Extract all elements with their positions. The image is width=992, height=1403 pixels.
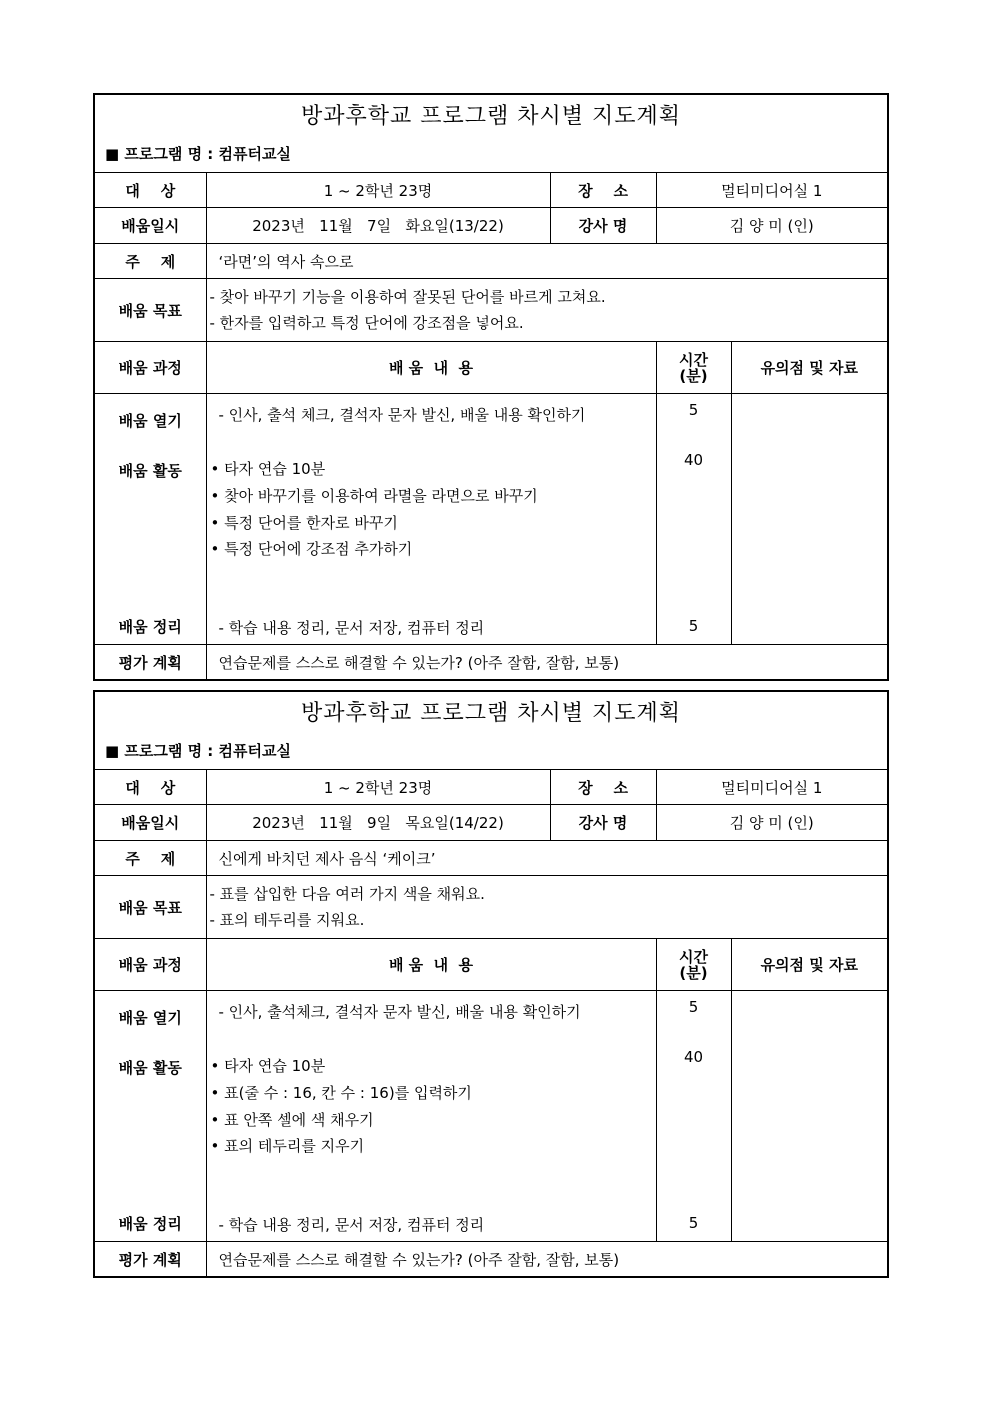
eval-label: 평가 계획 [95, 1242, 206, 1277]
teacher-label: 강사 명 [550, 805, 656, 841]
topic-label: 주 제 [95, 841, 206, 876]
stage-opening: 배움 열기 [118, 1009, 182, 1027]
date-value: 2023년 11월 9일 목요일(14/22) [206, 805, 550, 841]
content-label: 배 움 내 용 [206, 342, 656, 394]
program-name: ■ 프로그램 명 : 컴퓨터교실 [105, 742, 291, 760]
activity-item: • 표 안쪽 셀에 색 채우기 [210, 1111, 374, 1129]
activity-item: • 표(줄 수 : 16, 칸 수 : 16)를 입력하기 [210, 1084, 472, 1102]
activity-item: • 찾아 바꾸기를 이용하여 라멸을 라면으로 바꾸기 [210, 487, 538, 505]
stage-closing: 배움 정리 [118, 1215, 182, 1233]
teacher-label: 강사 명 [550, 208, 656, 244]
time-closing: 5 [688, 1214, 699, 1232]
topic-value: ‘라면’의 역사 속으로 [206, 244, 887, 279]
time-column [656, 991, 731, 1242]
time-activity: 40 [683, 1048, 704, 1066]
date-label: 배움일시 [95, 805, 206, 841]
stage-column [95, 394, 206, 645]
time-closing: 5 [688, 617, 699, 635]
time-opening: 5 [688, 998, 699, 1016]
plan-title: 방과후학교 프로그램 차시별 지도계획 [300, 104, 681, 129]
target-value: 1 ~ 2학년 23명 [206, 173, 550, 208]
goal-item: - 찾아 바꾸기 기능을 이용하여 잘못된 단어를 바르게 고쳐요. [209, 288, 606, 306]
plan-table [95, 172, 887, 680]
opening-text: - 인사, 출석 체크, 결석자 문자 발신, 배울 내용 확인하기 [218, 406, 586, 424]
target-label: 대 상 [95, 173, 206, 208]
place-label: 장 소 [550, 173, 656, 208]
stage-column [95, 991, 206, 1242]
lesson-plan-2 [93, 690, 889, 1278]
activity-item: • 특정 단어에 강조점 추가하기 [210, 540, 413, 558]
target-value: 1 ~ 2학년 23명 [206, 770, 550, 805]
place-value: 멀티미디어실 1 [656, 173, 887, 208]
content-column [206, 394, 656, 645]
teacher-value: 김 양 미 (인) [656, 208, 887, 244]
stage-opening: 배움 열기 [118, 412, 182, 430]
goal-label: 배움 목표 [95, 876, 206, 939]
goal-item: - 표의 테두리를 지워요. [209, 911, 365, 929]
eval-value: 연습문제를 스스로 해결할 수 있는가? (아주 잘함, 잘함, 보통) [206, 645, 887, 680]
goal-item: - 한자를 입력하고 특정 단어에 강조점을 넣어요. [209, 314, 524, 332]
notes-cell [731, 394, 887, 645]
time-label: 시간 (분) [656, 939, 731, 991]
notes-cell [731, 991, 887, 1242]
plan-table [95, 769, 887, 1277]
opening-text: - 인사, 출석체크, 결석자 문자 발신, 배울 내용 확인하기 [218, 1003, 581, 1021]
stage-activity: 배움 활동 [118, 462, 182, 480]
goal-list [206, 279, 887, 342]
lesson-plan-1 [93, 93, 889, 681]
topic-label: 주 제 [95, 244, 206, 279]
content-label: 배 움 내 용 [206, 939, 656, 991]
plan-title: 방과후학교 프로그램 차시별 지도계획 [300, 701, 681, 726]
goal-item: - 표를 삽입한 다음 여러 가지 색을 채워요. [209, 885, 485, 903]
program-name: ■ 프로그램 명 : 컴퓨터교실 [105, 145, 291, 163]
time-label: 시간 (분) [656, 342, 731, 394]
place-label: 장 소 [550, 770, 656, 805]
date-value: 2023년 11월 7일 화요일(13/22) [206, 208, 550, 244]
closing-text: - 학습 내용 정리, 문서 저장, 컴퓨터 정리 [218, 619, 485, 637]
date-label: 배움일시 [95, 208, 206, 244]
activity-item: • 타자 연습 10분 [210, 1057, 326, 1075]
time-activity: 40 [683, 451, 704, 469]
teacher-value: 김 양 미 (인) [656, 805, 887, 841]
goal-label: 배움 목표 [95, 279, 206, 342]
closing-text: - 학습 내용 정리, 문서 저장, 컴퓨터 정리 [218, 1216, 485, 1234]
goal-list [206, 876, 887, 939]
stage-activity: 배움 활동 [118, 1059, 182, 1077]
activity-item: • 특정 단어를 한자로 바꾸기 [210, 514, 398, 532]
stage-closing: 배움 정리 [118, 618, 182, 636]
process-label: 배움 과정 [95, 342, 206, 394]
activity-item: • 표의 테두리를 지우기 [210, 1137, 365, 1155]
activity-item: • 타자 연습 10분 [210, 460, 326, 478]
target-label: 대 상 [95, 770, 206, 805]
eval-label: 평가 계획 [95, 645, 206, 680]
process-label: 배움 과정 [95, 939, 206, 991]
time-column [656, 394, 731, 645]
notes-label: 유의점 및 자료 [731, 342, 887, 394]
time-opening: 5 [688, 401, 699, 419]
topic-value: 신에게 바치던 제사 음식 ‘케이크’ [206, 841, 887, 876]
content-column [206, 991, 656, 1242]
eval-value: 연습문제를 스스로 해결할 수 있는가? (아주 잘함, 잘함, 보통) [206, 1242, 887, 1277]
notes-label: 유의점 및 자료 [731, 939, 887, 991]
place-value: 멀티미디어실 1 [656, 770, 887, 805]
